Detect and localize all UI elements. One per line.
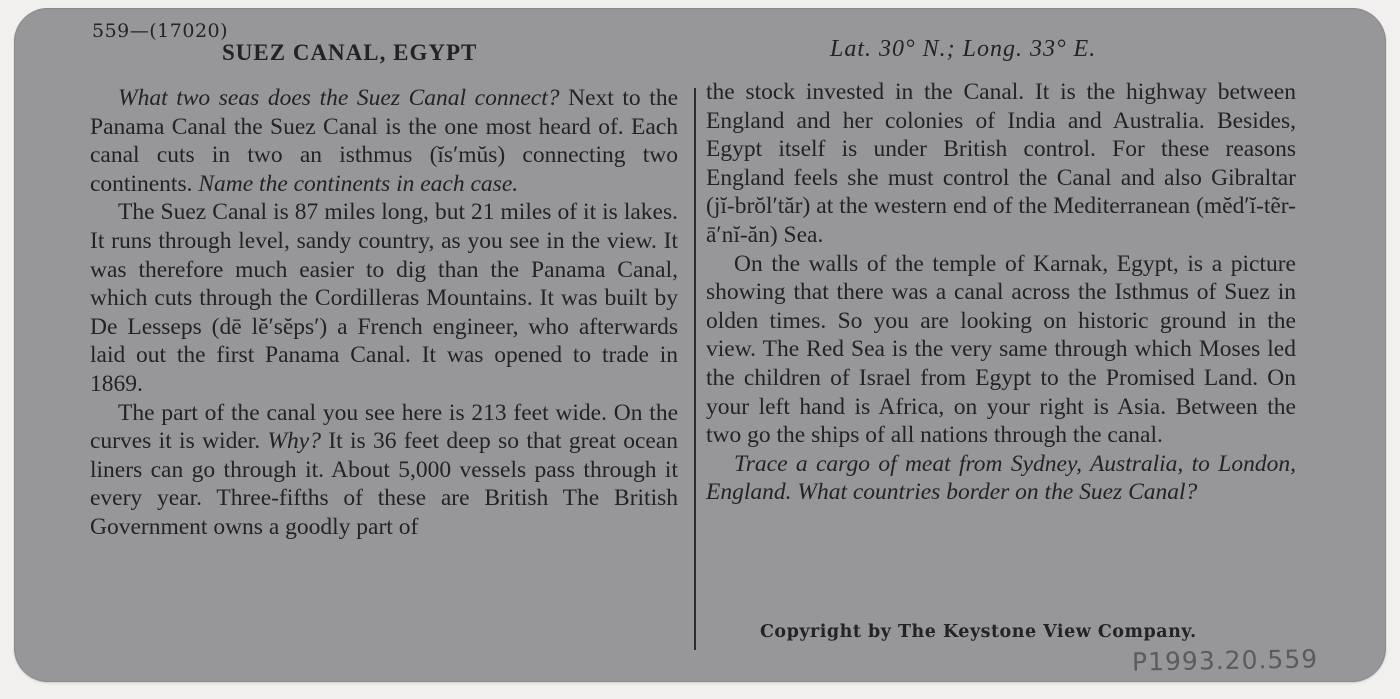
paragraph-stock: the stock invested in the Canal. It is the highway between England and her colonies of India and Australia. Besides, Egypt itself is under British control. For these reasons England feels she must control the Canal and also Gibraltar (jĭ-brŏl′tăr) at the western end of the Mediterranean (mĕd′ĭ-tẽr-ā′nĭ-ăn) Sea. [706,79,1296,248]
paragraph-intro [90,84,678,198]
paragraph-canal-width [90,399,678,542]
left-text-column [90,84,678,542]
paragraph-trace-cargo: Trace a cargo of meat from Sydney, Australia, to London, England. What countries border on the Suez Canal? [706,450,1296,506]
intro-question: What two seas does the Suez Canal connect? [118,85,560,111]
canal-width-why: Why? [267,428,321,455]
accession-number: P1993.20.559 [1131,644,1319,677]
column-divider [694,88,696,650]
copyright-notice: Copyright by The Keystone View Company. [760,622,1197,642]
intro-body: Next to the Panama Canal the Suez Canal is the one most heard of. Each canal cuts in two an isthmus (ĭs′mŭs) connecting two continents. [90,85,679,197]
paragraph-karnak: On the walls of the temple of Karnak, Egypt, is a picture showing that there was a canal across the Isthmus of Suez in olden times. So you are looking on historic ground in the view. The Red Sea is the very same through which Moses led the children of Israel from Egypt to the Promised Land. On your left hand is Africa, on your right is Asia. Between the two go the ships of all nations through the canal. [706,250,1296,449]
canal-width-text-b: It is 36 feet deep so that great ocean liners can go through it. About 5,000 vessels pass through it every year. Three-fifths of these are British The British Government owns a goodly part of [90,428,678,540]
card-number: 559—(17020) [92,20,229,42]
card-title: SUEZ CANAL, EGYPT [222,40,478,65]
stereoview-card-back [14,8,1386,682]
canal-width-text-a: The part of the canal you see here is 213 feet wide. On the curves it is wider. [90,399,678,455]
right-text-column [706,78,1296,507]
paragraph-canal-length: The Suez Canal is 87 miles long, but 21 miles of it is lakes. It runs through level, sandy country, as you see in the view. It was therefore much easier to dig than the Panama Canal, which cuts through the Cordilleras Mountains. It was built by De Lesseps (dē lĕ′sĕps′) a French engineer, who afterwards laid out the first Panama Canal. It was opened to trade in 1869. [90,199,678,397]
intro-prompt: Name the continents in each case. [198,170,519,197]
coordinates: Lat. 30° N.; Long. 33° E. [830,36,1097,62]
